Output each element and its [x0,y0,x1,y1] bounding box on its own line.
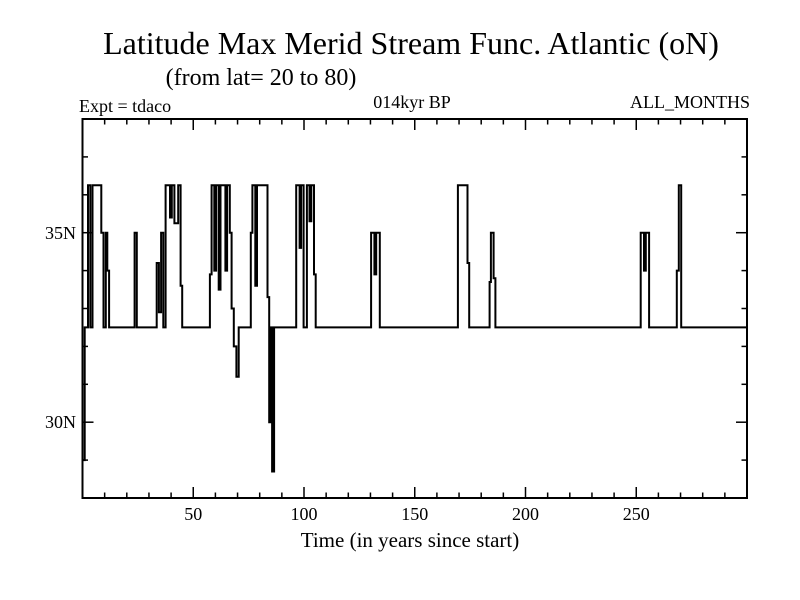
chart-subtitle: (from lat= 20 to 80) [165,65,357,91]
x-tick-label: 250 [622,504,650,524]
x-tick-label: 200 [512,504,539,524]
x-tick-label: 50 [184,504,203,524]
annotation-experiment: Expt = tdaco [79,96,172,116]
annotation-months: ALL_MONTHS [630,92,750,112]
y-tick-label: 30N [45,412,76,433]
data-line [83,185,748,471]
x-tick-label: 150 [401,504,429,524]
x-axis-title: Time (in years since start) [300,528,520,552]
annotation-time-bp: 014kyr BP [373,92,451,112]
x-tick-label: 100 [290,504,318,524]
y-tick-label: 35N [45,222,76,243]
chart-title: Latitude Max Merid Stream Func. Atlantic (oN) [103,25,719,61]
